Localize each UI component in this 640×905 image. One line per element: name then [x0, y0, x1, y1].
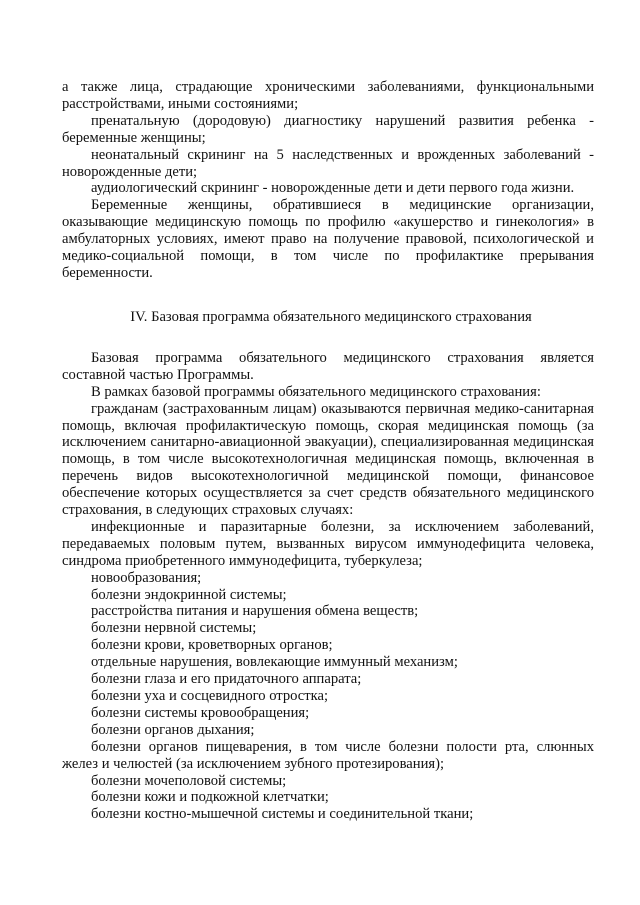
list-item: болезни кожи и подкожной клетчатки; [91, 789, 329, 806]
text-column [62, 79, 594, 823]
list-item: болезни мочеполовой системы; [91, 772, 287, 789]
list-item: болезни нервной системы; [91, 620, 257, 637]
list-item: отдельные нарушения, вовлекающие иммунный механизм; [91, 654, 458, 671]
list-item: болезни уха и сосцевидного отростка; [91, 688, 329, 704]
section-heading: IV. Базовая программа обязательного медицинского страхования [130, 308, 532, 325]
list-item: болезни крови, кроветворных органов; [91, 637, 333, 654]
list-item: болезни глаза и его придаточного аппарата; [91, 671, 362, 688]
list-item: болезни органов пищеварения, в том числе болезни полости рта, слюнных желез и челюстей (за исключением зубного протезирования); [62, 738, 594, 772]
list-item: болезни костно-мышечной системы и соединительной ткани; [91, 806, 474, 823]
list-item: болезни системы кровообращения; [91, 704, 310, 721]
list-item: расстройства питания и нарушения обмена веществ; [91, 603, 419, 620]
paragraph: В рамках базовой программы обязательного медицинского страхования: [91, 383, 541, 400]
paragraph: пренатальную (дородовую) диагностику нарушений развития ребенка - беременные женщины; [62, 112, 594, 146]
paragraph: неонатальный скрининг на 5 наследственных и врожденных заболеваний - новорожденные дети; [62, 146, 594, 180]
list-item: болезни эндокринной системы; [91, 586, 287, 603]
paragraph: инфекционные и паразитарные болезни, за исключением заболеваний, передаваемых половым путем, вызванных вирусом иммунодефицита человека, синдрома приобретенного иммунодефицита, туберкулеза; [62, 518, 594, 569]
paragraph: аудиологический скрининг - новорожденные дети и дети первого года жизни. [91, 180, 575, 197]
paragraph: гражданам (застрахованным лицам) оказываются первичная медико-санитарная помощь, включая профилактическую помощь, скорая медицинская помощь (за исключением санитарно-авиационной эвакуации), специализированная медицинская помощь, в том числе высокотехнологичная медицинская помощь, включенная в перечень видов высокотехнологичной медицинской помощи, финансовое обеспечение которых осуществляется за счет средств обязательного медицинского страхования, в следующих страховых случаях: [62, 400, 594, 519]
paragraph: Базовая программа обязательного медицинского страхования является составной частью Программы. [62, 349, 594, 383]
list-item: болезни органов дыхания; [91, 721, 255, 738]
paragraph: Беременные женщины, обратившиеся в медицинские организации, оказывающие медицинскую помощь по профилю «акушерство и гинекология» в амбулаторных условиях, имеют право на получение правовой, психологической и медико-социальной помощи, в том числе по профилактике прерывания беременности. [62, 197, 594, 281]
paragraph: а также лица, страдающие хроническими заболеваниями, функциональными расстройствами, иными состояниями; [62, 79, 594, 112]
list-item: новообразования; [91, 569, 202, 586]
